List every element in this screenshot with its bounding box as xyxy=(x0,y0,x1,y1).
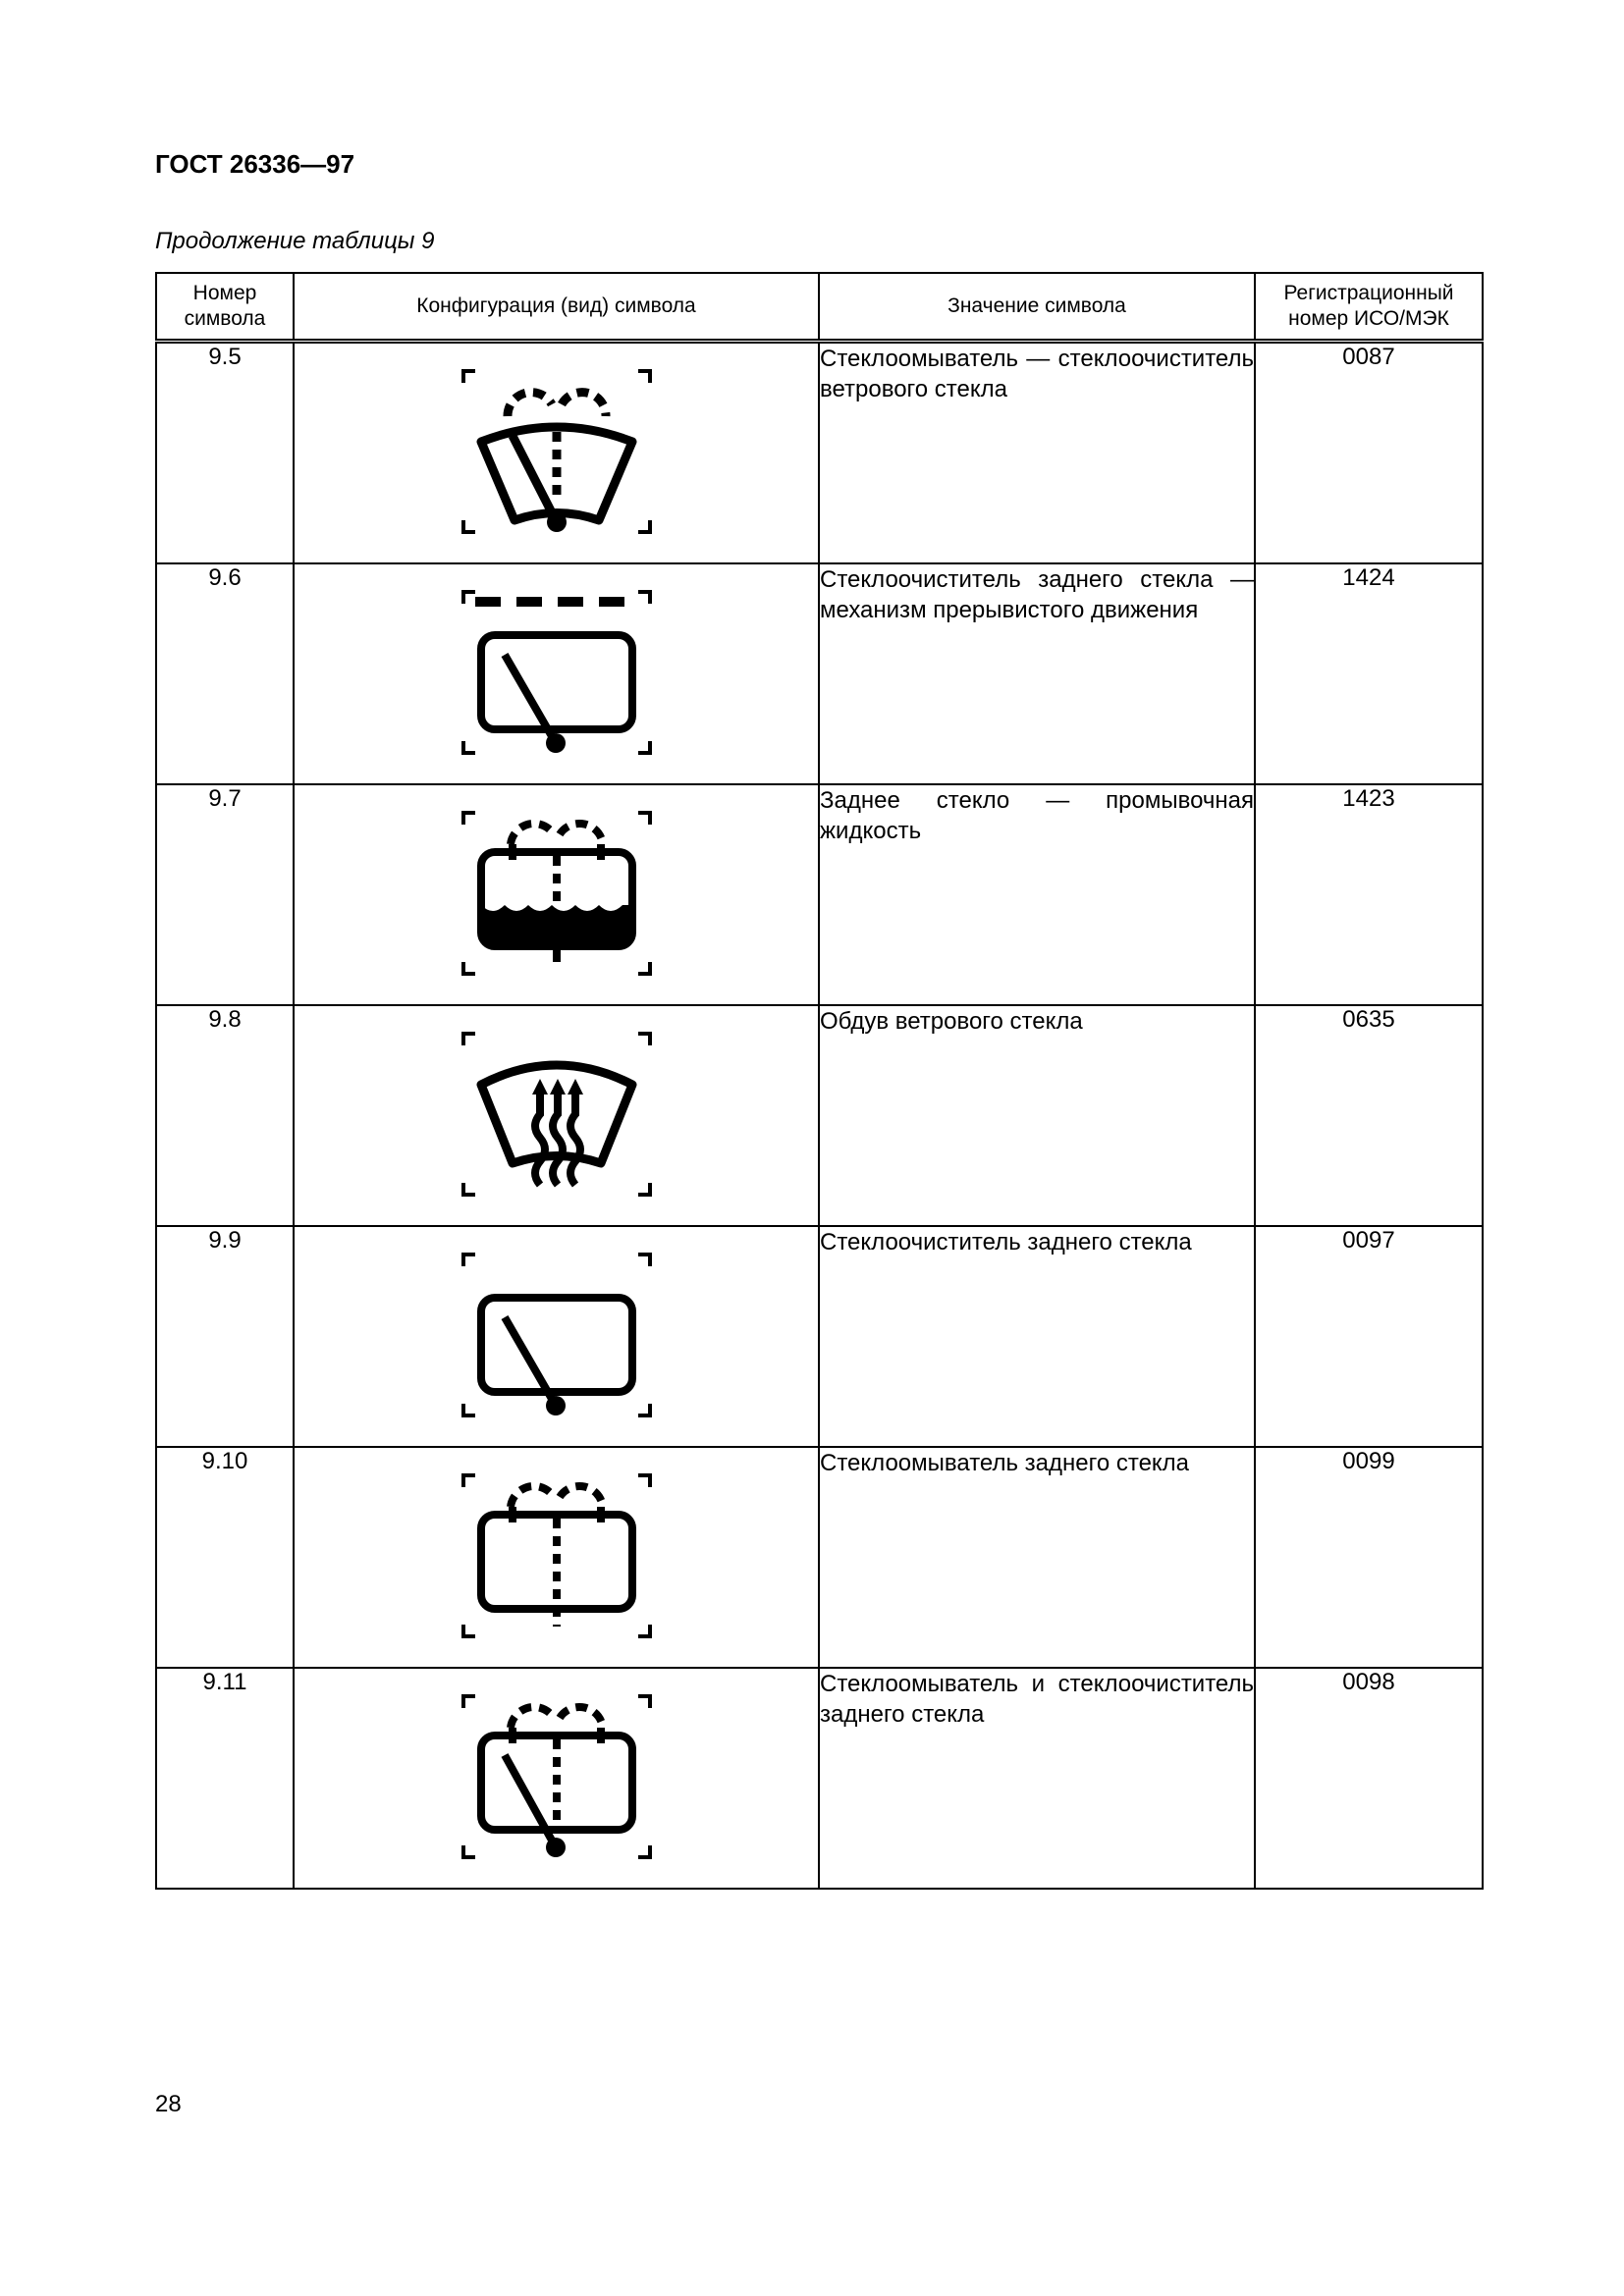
registration-number: 0099 xyxy=(1255,1447,1483,1668)
document-code: ГОСТ 26336—97 xyxy=(155,149,355,179)
symbol-meaning: Заднее стекло — промывочная жидкость xyxy=(819,784,1255,1005)
table-row xyxy=(156,342,1483,564)
symbol-meaning: Стеклоомыватель заднего стекла xyxy=(819,1447,1255,1668)
table-row xyxy=(156,1226,1483,1447)
symbol-number: 9.8 xyxy=(156,1005,294,1226)
table-row xyxy=(156,1668,1483,1889)
page-number: 28 xyxy=(155,2091,182,2117)
column-header-registration: Регистрационный номер ИСО/МЭК xyxy=(1255,273,1483,342)
registration-number: 0087 xyxy=(1255,342,1483,564)
symbol-number: 9.10 xyxy=(156,1447,294,1668)
column-header-configuration: Конфигурация (вид) символа xyxy=(294,273,819,342)
symbol-meaning: Стеклоочиститель заднего стекла xyxy=(819,1226,1255,1447)
table-row xyxy=(156,563,1483,784)
table-caption: Продолжение таблицы 9 xyxy=(155,228,435,254)
table-row xyxy=(156,784,1483,1005)
symbol-number: 9.9 xyxy=(156,1226,294,1447)
windscreen-demist-icon xyxy=(454,1016,660,1212)
rear-wiper-intermittent-icon xyxy=(454,574,660,771)
rear-wiper-icon xyxy=(454,1237,660,1433)
symbol-cell xyxy=(294,1005,819,1226)
symbol-cell xyxy=(294,342,819,564)
column-header-meaning: Значение символа xyxy=(819,273,1255,342)
symbol-number: 9.7 xyxy=(156,784,294,1005)
registration-number: 1423 xyxy=(1255,784,1483,1005)
table-header-row xyxy=(156,273,1483,342)
symbol-meaning: Стеклоочиститель заднего стекла — механизм прерывистого движения xyxy=(819,563,1255,784)
symbols-table xyxy=(155,272,1484,1890)
symbol-cell xyxy=(294,1226,819,1447)
symbol-number: 9.5 xyxy=(156,342,294,564)
symbol-meaning: Стеклоомыватель и стеклоочиститель заднего стекла xyxy=(819,1668,1255,1889)
registration-number: 0635 xyxy=(1255,1005,1483,1226)
symbol-number: 9.6 xyxy=(156,563,294,784)
symbol-number: 9.11 xyxy=(156,1668,294,1889)
rear-washer-wiper-icon xyxy=(454,1679,660,1875)
rear-washer-fluid-icon xyxy=(454,795,660,991)
symbol-cell xyxy=(294,1668,819,1889)
column-header-number: Номер символа xyxy=(156,273,294,342)
rear-washer-icon xyxy=(454,1458,660,1654)
registration-number: 1424 xyxy=(1255,563,1483,784)
table-row xyxy=(156,1447,1483,1668)
registration-number: 0097 xyxy=(1255,1226,1483,1447)
symbol-cell xyxy=(294,563,819,784)
table-row xyxy=(156,1005,1483,1226)
symbol-cell xyxy=(294,784,819,1005)
windscreen-washer-wiper-icon xyxy=(454,353,660,550)
symbol-cell xyxy=(294,1447,819,1668)
symbol-meaning: Обдув ветрового стекла xyxy=(819,1005,1255,1226)
symbol-meaning: Стеклоомыватель — стеклоочиститель ветрового стекла xyxy=(819,342,1255,564)
registration-number: 0098 xyxy=(1255,1668,1483,1889)
